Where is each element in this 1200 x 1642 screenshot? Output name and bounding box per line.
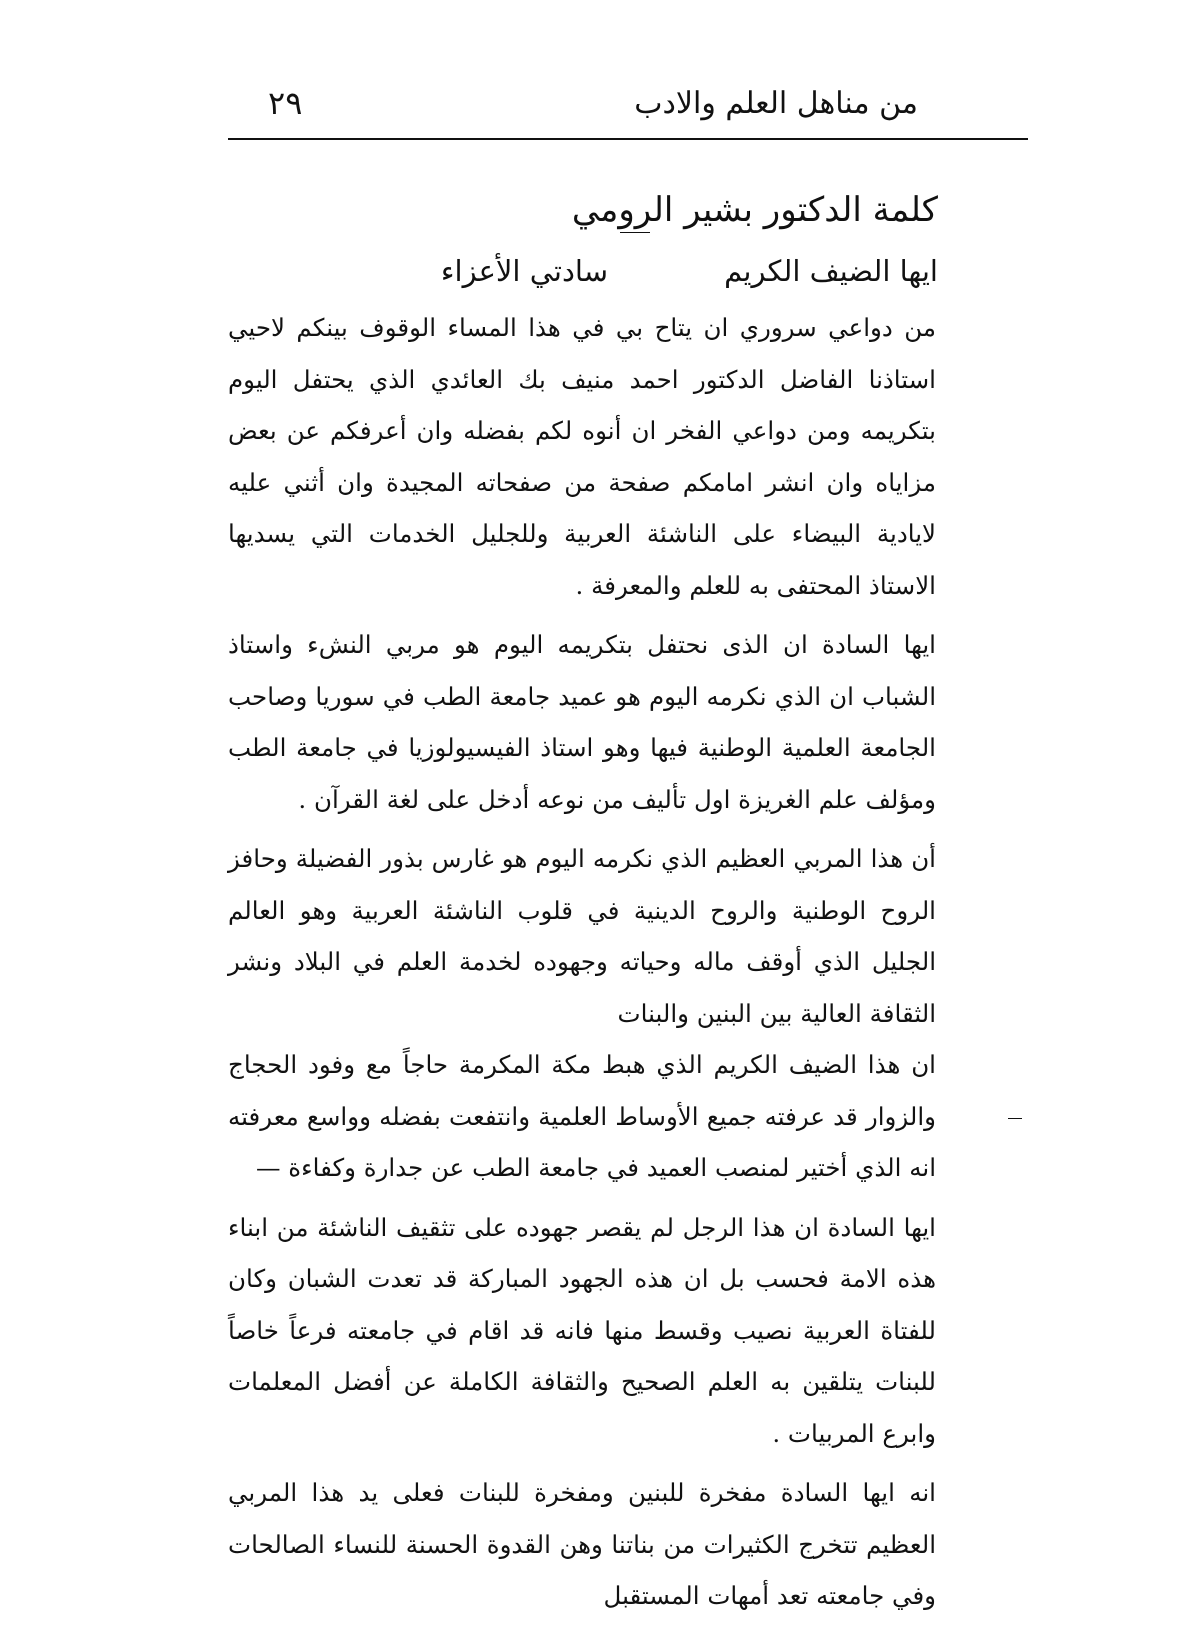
running-title: من مناهل العلم والادب (634, 86, 918, 121)
salutation-audience: سادتي الأعزاء (440, 254, 608, 288)
title-divider (620, 232, 650, 233)
speech-body (228, 302, 980, 1622)
margin-mark (1008, 1118, 1022, 1119)
paragraph-closing: انه ايها السادة مفخرة للبنين ومفخرة للبنات فعلى يد هذا المربي العظيم تتخرج الكثيرات من بناتنا وهن القدوة الحسنة للنساء الصالحات وفي جامعته تعد أمهات المستقبل (228, 1478, 936, 1610)
salutation-guest: ايها الضيف الكريم (724, 254, 938, 288)
paragraph-girls-education: ايها السادة ان هذا الرجل لم يقصر جهوده على تثقيف الناشئة من ابناء هذه الامة فحسب بل ان هذه الجهود المباركة قد تعدت الشبان وكان للفتاة العربية نصيب وقسط منها فانه قد اقام في جامعته فرعاً خاصاً للبنات يتلقين به العلم الصحيح والثقافة الكاملة عن أفضل المعلمات وابرع المربيات . (228, 1212, 936, 1448)
paragraph-opening: من دواعي سروري ان يتاح بي في هذا المساء الوقوف بينكم لاحيي استاذنا الفاضل الدكتور احمد منيف بك العائدي الذي يحتفل اليوم بتكريمه ومن دواعي الفخر ان أنوه لكم بفضله وان أعرفكم عن بعض مزاياه وان انشر امامكم صفحة من صفحاته المجيدة وان أثني عليه لايادية البيضاء على الناشئة العربية وللجليل الخدمات التي يسديها الاستاذ المحتفى به للعلم والمعرفة . (228, 313, 936, 600)
page-header (228, 78, 1028, 140)
paragraph-guest: ان هذا الضيف الكريم الذي هبط مكة المكرمة حاجاً مع وفود الحجاج والزوار قد عرفته جميع الأوساط العلمية وانتفعت بفضله وواسع معرفته انه الذي أختير لمنصب العميد في جامعة الطب عن جدارة وكفاءة — (228, 1050, 936, 1182)
speech-title: كلمة الدكتور بشير الرومي (571, 190, 938, 230)
page-number: ٢٩ (268, 84, 303, 122)
paragraph-dean: ايها السادة ان الذى نحتفل بتكريمه اليوم هو مربي النشء واستاذ الشباب ان الذي نكرمه اليوم هو عميد جامعة الطب في سوريا وصاحب الجامعة العلمية الوطنية فيها وهو استاذ الفيسيولوزيا في جامعة الطب ومؤلف علم الغريزة اول تأليف من نوعه أدخل على لغة القرآن . (228, 630, 936, 814)
paragraph-educator: أن هذا المربي العظيم الذي نكرمه اليوم هو غارس بذور الفضيلة وحافز الروح الوطنية والروح الدينية في قلوب الناشئة العربية وهو العالم الجليل الذي أوقف ماله وحياته وجهوده لخدمة العلم في البلاد ونشر الثقافة العالية بين البنين والبنات (228, 844, 936, 1028)
salutation-line (238, 254, 938, 298)
